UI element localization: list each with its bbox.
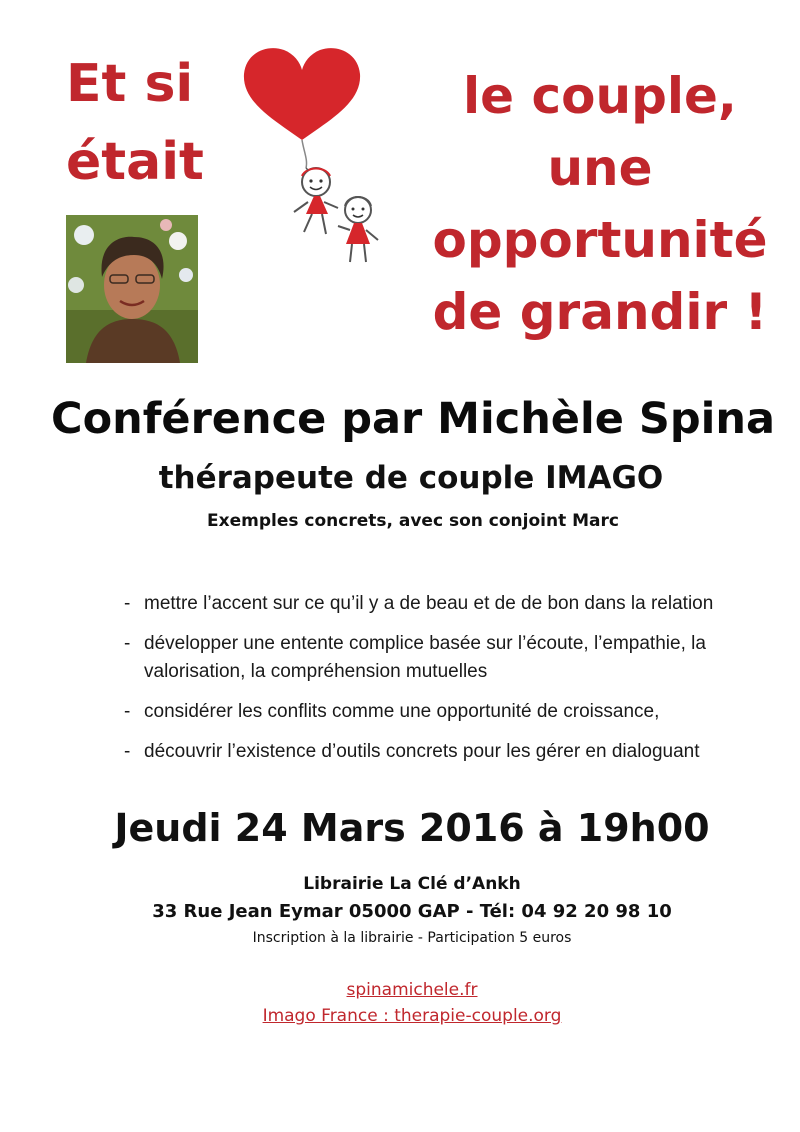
conference-title: Conférence par Michèle Spina — [51, 394, 775, 444]
heart-balloon-illustration — [234, 42, 404, 272]
bullet-dash: - — [124, 593, 131, 614]
heading-right-line-3: opportunité — [432, 211, 768, 269]
tagline: Exemples concrets, avec son conjoint Marc — [207, 511, 619, 531]
list-item-text: mettre l’accent sur ce qu’il y a de beau et de de bon dans la relation — [144, 593, 714, 614]
event-date: Jeudi 24 Mars 2016 à 19h00 — [114, 806, 710, 850]
bullet-dash: - — [124, 633, 131, 654]
imago-link-row — [0, 1006, 800, 1026]
heart-icon — [244, 48, 360, 140]
list-item — [124, 738, 784, 766]
website-link[interactable]: spinamichele.fr — [346, 980, 478, 1000]
event-venue: Librairie La Clé d’Ankh — [303, 874, 521, 894]
speaker-subtitle: thérapeute de couple IMAGO — [158, 460, 664, 496]
heading-right-block — [410, 60, 790, 348]
event-note: Inscription à la librairie - Participation 5 euros — [252, 930, 572, 946]
bullet-dash: - — [124, 701, 131, 722]
speaker-portrait-photo — [66, 215, 198, 363]
list-item-text: découvrir l’existence d’outils concrets pour les gérer en dialoguant — [144, 741, 700, 762]
heading-right-line-1: le couple, — [463, 67, 737, 125]
bullet-dash: - — [124, 741, 131, 762]
event-address: 33 Rue Jean Eymar 05000 GAP - Tél: 04 92 20 98 10 — [152, 901, 672, 922]
topic-list — [124, 590, 784, 778]
list-item — [124, 590, 784, 618]
heading-left-line-2: était — [66, 132, 204, 192]
list-item-text: développer une entente complice basée sur l’écoute, l’empathie, la valorisation, la compréhension mutuelles — [144, 633, 706, 682]
child-one-figure — [294, 168, 338, 234]
list-item — [124, 698, 784, 726]
heading-right-line-2: une — [547, 139, 653, 197]
heading-right-line-4: de grandir ! — [432, 283, 768, 341]
child-two-figure — [338, 197, 378, 262]
list-item — [124, 630, 784, 686]
imago-link[interactable]: Imago France : therapie-couple.org — [262, 1006, 562, 1026]
heading-left-line-1: Et si — [66, 54, 194, 114]
website-link-row — [0, 980, 800, 1000]
list-item-text: considérer les conflits comme une opportunité de croissance, — [144, 701, 660, 722]
